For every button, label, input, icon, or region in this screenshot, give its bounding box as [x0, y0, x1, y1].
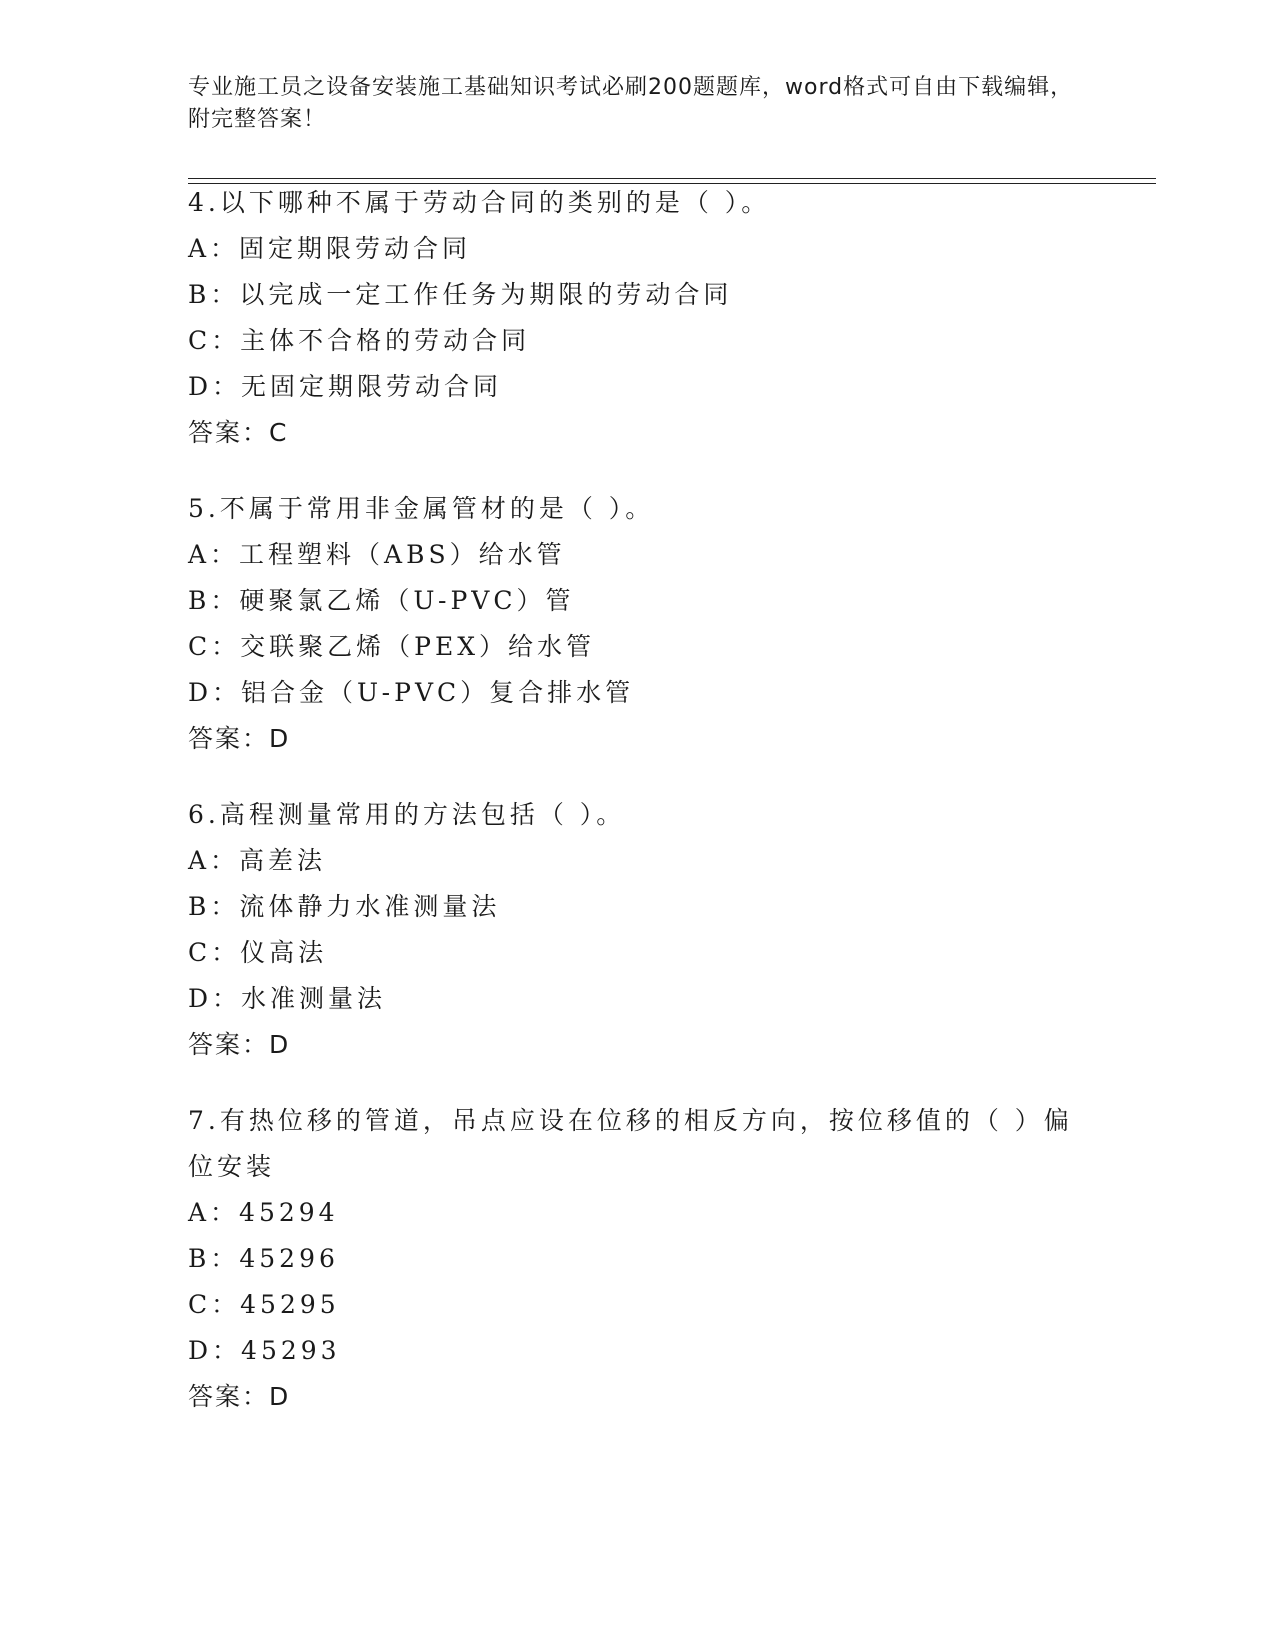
- option-d: D：无固定期限劳动合同: [188, 372, 503, 401]
- header-divider-top: [188, 178, 1156, 179]
- option-b: B：硬聚氯乙烯（U-PVC）管: [188, 586, 575, 615]
- question-block: [188, 180, 1088, 456]
- option-c: C：主体不合格的劳动合同: [188, 326, 531, 355]
- question-block: [188, 486, 1088, 762]
- document-header: 专业施工员之设备安装施工基础知识考试必刷200题题库，word格式可自由下载编辑，附完整答案！: [188, 75, 1074, 132]
- question-stem: 6.高程测量常用的方法包括（ ）。: [188, 800, 626, 829]
- option-d: D：45293: [188, 1336, 341, 1365]
- answer: 答案：D: [188, 1382, 291, 1411]
- option-c: C：45295: [188, 1290, 340, 1319]
- question-stem: 4.以下哪种不属于劳动合同的类别的是（ ）。: [188, 188, 771, 217]
- question-block: [188, 1098, 1088, 1420]
- option-b: B：流体静力水准测量法: [188, 892, 501, 921]
- option-a: A：工程塑料（ABS）给水管: [188, 540, 566, 569]
- option-d: D：铝合金（U-PVC）复合排水管: [188, 678, 635, 707]
- answer: 答案：C: [188, 418, 289, 447]
- question-block: [188, 792, 1088, 1068]
- option-d: D：水准测量法: [188, 984, 387, 1013]
- question-stem: 5.不属于常用非金属管材的是（ ）。: [188, 494, 655, 523]
- answer: 答案：D: [188, 724, 291, 753]
- answer: 答案：D: [188, 1030, 291, 1059]
- option-b: B：45296: [188, 1244, 339, 1273]
- question-stem: 7.有热位移的管道，吊点应设在位移的相反方向，按位移值的（ ）偏位安装: [188, 1106, 1073, 1181]
- option-a: A：固定期限劳动合同: [188, 234, 472, 263]
- option-b: B：以完成一定工作任务为期限的劳动合同: [188, 280, 733, 309]
- option-a: A：45294: [188, 1198, 339, 1227]
- option-c: C：仪高法: [188, 938, 328, 967]
- option-c: C：交联聚乙烯（PEX）给水管: [188, 632, 595, 661]
- option-a: A：高差法: [188, 846, 327, 875]
